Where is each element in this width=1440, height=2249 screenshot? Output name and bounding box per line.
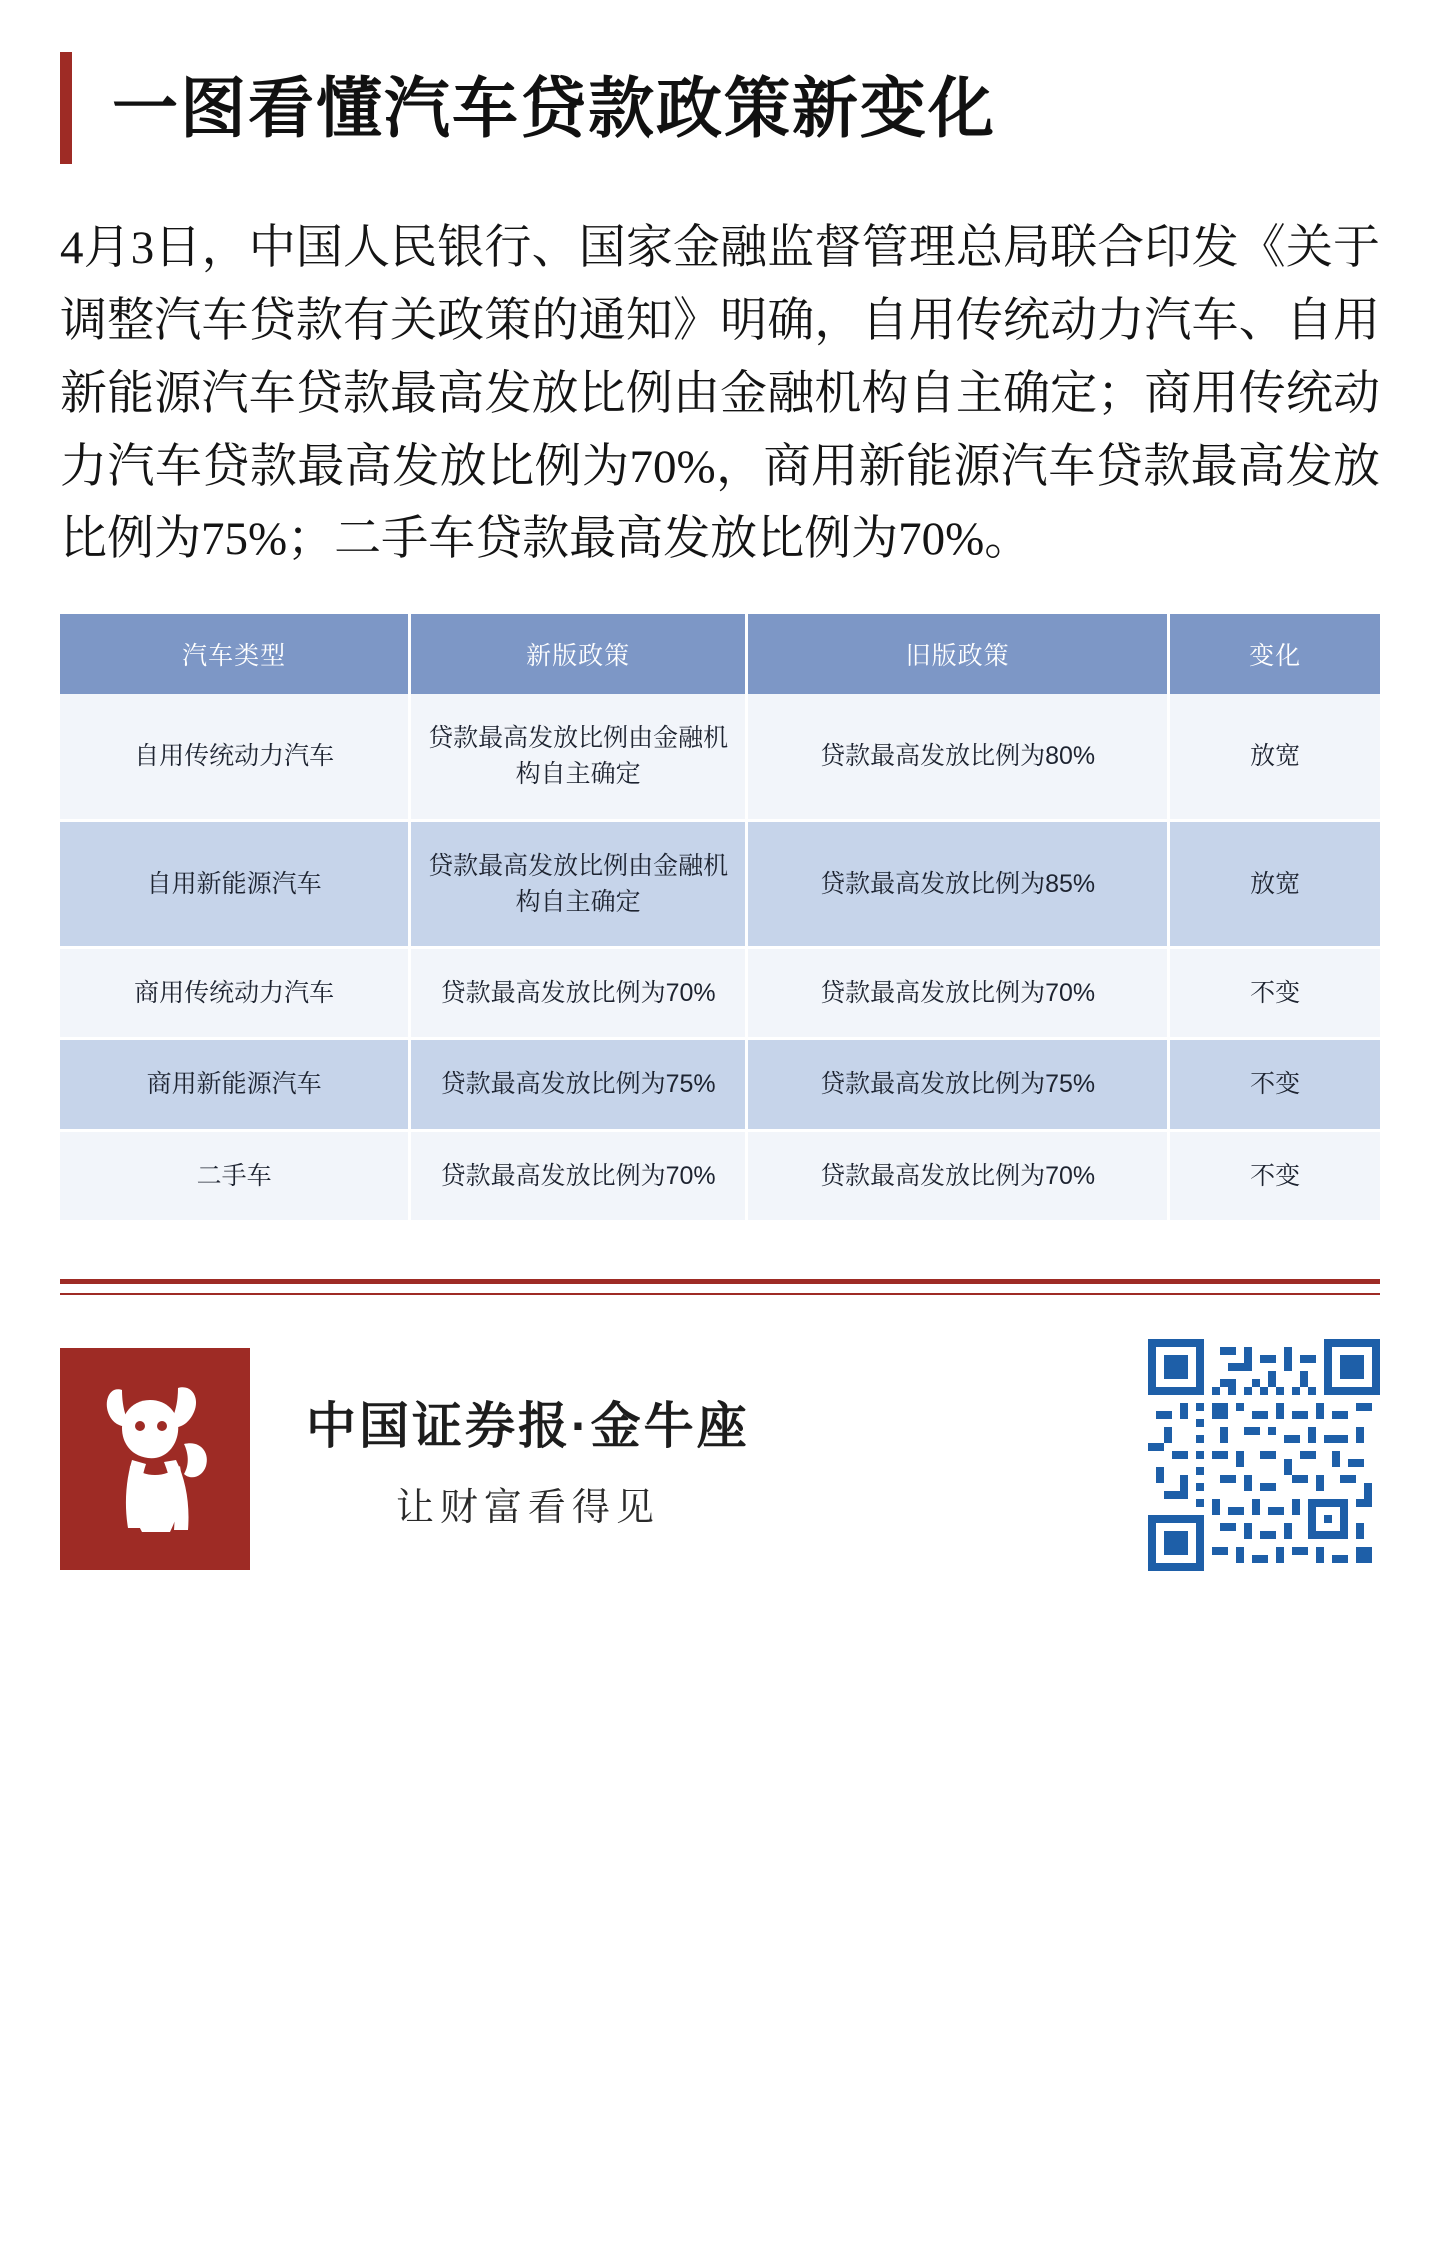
column-header-old-policy: 旧版政策	[746, 614, 1168, 694]
policy-table-wrap	[60, 614, 1380, 1223]
cell-vehicle-type: 商用传统动力汽车	[60, 948, 410, 1039]
brand-slogan: 让财富看得见	[395, 1487, 660, 1530]
bull-logo-icon	[60, 1348, 250, 1570]
table-row	[60, 948, 1380, 1039]
page-header	[60, 0, 1380, 174]
cell-old-policy: 贷款最高发放比例为75%	[746, 1039, 1168, 1130]
brand-block	[306, 1386, 750, 1531]
cell-old-policy: 贷款最高发放比例为70%	[746, 948, 1168, 1039]
cell-change: 不变	[1169, 1039, 1380, 1130]
cell-old-policy: 贷款最高发放比例为80%	[746, 694, 1168, 820]
cell-change: 不变	[1169, 948, 1380, 1039]
cell-change: 放宽	[1169, 820, 1380, 948]
cell-vehicle-type: 自用传统动力汽车	[60, 694, 410, 820]
cell-vehicle-type: 商用新能源汽车	[60, 1039, 410, 1130]
column-header-change: 变化	[1169, 614, 1380, 694]
cell-new-policy: 贷款最高发放比例为70%	[410, 1130, 747, 1221]
table-row	[60, 820, 1380, 948]
footer-divider	[60, 1279, 1380, 1295]
column-header-new-policy: 新版政策	[410, 614, 747, 694]
divider-thin	[60, 1293, 1380, 1295]
cell-new-policy: 贷款最高发放比例由金融机构自主确定	[410, 694, 747, 820]
cell-vehicle-type: 自用新能源汽车	[60, 820, 410, 948]
table-header-row	[60, 614, 1380, 694]
column-header-vehicle-type: 汽车类型	[60, 614, 410, 694]
brand-name: 中国证券报·金牛座	[306, 1398, 750, 1455]
cell-change: 不变	[1169, 1130, 1380, 1221]
header-accent-bar	[60, 52, 72, 164]
cell-vehicle-type: 二手车	[60, 1130, 410, 1221]
page-title: 一图看懂汽车贷款政策新变化	[112, 70, 996, 145]
table-row	[60, 1039, 1380, 1130]
table-row	[60, 1130, 1380, 1221]
policy-table	[60, 614, 1380, 1223]
table-row	[60, 694, 1380, 820]
qr-code[interactable]	[1148, 1339, 1380, 1571]
cell-new-policy: 贷款最高发放比例为75%	[410, 1039, 747, 1130]
page-footer	[60, 1339, 1380, 1579]
cell-change: 放宽	[1169, 694, 1380, 820]
cell-old-policy: 贷款最高发放比例为70%	[746, 1130, 1168, 1221]
cell-new-policy: 贷款最高发放比例由金融机构自主确定	[410, 820, 747, 948]
cell-new-policy: 贷款最高发放比例为70%	[410, 948, 747, 1039]
intro-paragraph: 4月3日，中国人民银行、国家金融监督管理总局联合印发《关于调整汽车贷款有关政策的通知》明确，自用传统动力汽车、自用新能源汽车贷款最高发放比例由金融机构自主确定；商用传统动力汽车贷款最高发放比例为70%，商用新能源汽车贷款最高发放比例为75%；二手车贷款最高发放比例为70%。	[60, 222, 1380, 566]
divider-thick	[60, 1279, 1380, 1284]
cell-old-policy: 贷款最高发放比例为85%	[746, 820, 1168, 948]
